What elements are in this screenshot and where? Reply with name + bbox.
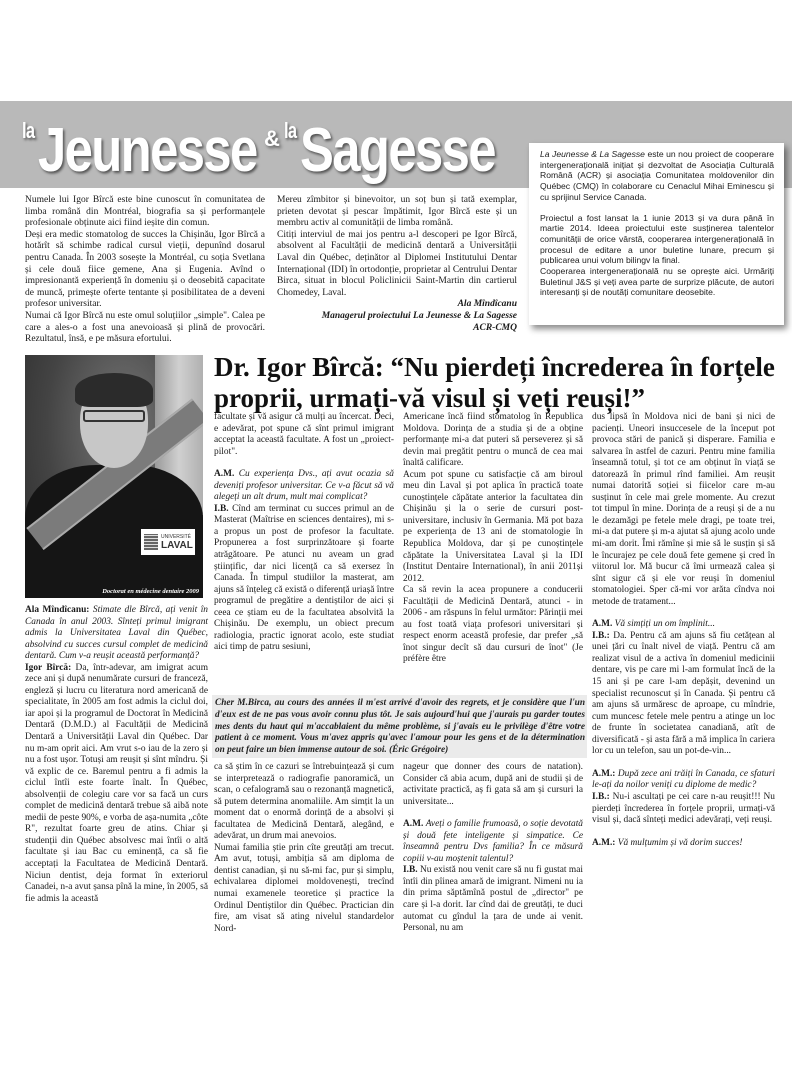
interview-answer: I.B. Cînd am terminat cu succes primul an de Masterat (Maîtrise en sciences dentaires), mi s-a propus un post de profesor la facultate. Propunerea a fost surprinzătoare și foarte atrăgătoare. Pe atunci nu aveam un grad științific, dar nici licență ca să exersez în Canada. În timpul studiilor la masterat, am ajuns să înțeleg că există o diferență uriașă între programul de pregătire a dentiștilor de aici și ceea ce știam eu de la facultatea absolvită la Chișinău. De exemplu, un obiect precum radiologia, practic ignorat acolo, este studiat aici timp de patru sesiuni, [214,503,394,653]
answer-continuation: nageur que donner des cours de natation). Consider că abia acum, după ani de studii și de activitate practică, aș fi gata să am și cursuri la universitate... [403,762,583,807]
signature-org: ACR-CMQ [473,322,517,333]
masthead-logo [22,112,495,185]
masthead-sagesse: Sagesse [300,116,495,185]
intro-paragraph: Citiți interviul de mai jos pentru a-l descoperi pe Igor Bîrcă, absolvent al Facultății de medicină dentară a Universității Laval din Québec, deținător al Diplomei Institutului Dentar Internațional (IDI) în ortodonție, proprietar al Centrului Dentar Birca, situat in blocul Policlinicii Saint-Martin din cartierul Chomedey, Laval. [277,229,517,298]
article-column-2-bottom [214,762,394,935]
masthead-la-1: la [22,118,35,143]
interview-answer: I.B. Nu există nou venit care să nu fi gustat mai întîi din pîinea amară de imigrant. Nimeni nu ia din prima săptămînă postul de „director" pe care și l-a dorit. Iar cînd dai de greutăți, te duci automat cu gîndul la țara de unde ai venit. Personal, nu am [403,865,583,934]
interview-answer: I.B.: Nu-i ascultați pe cei care n-au reușit!!! Nu pierdeți încrederea în forțele proprii, urmați-vă visul și, dacă sînteți medici adevărați, veți reuși. [592,791,775,826]
interview-question: A.M.: După zece ani trăiți în Canada, ce sfaturi le-ați da noilor veniți cu diplome de medic? [592,768,775,791]
info-paragraph-1: La Jeunesse & La Sagesse este un nou proiect de cooperare intergenerațională inițiat și dezvoltat de Asociația Culturală Română (ACR) și asociația Comunitatea moldovenilor din Québec (CMQ) în colaborare cu Cenaclul Mihai Eminescu și cu sprijinul Service Canada. [540,149,774,202]
interview-question: Ala Mîndîcanu: Stimate dle Bîrcă, ați venit în Canada în anul 2003. Sînteți primul imigrant admis la Universitatea Laval din Québec, absolvind cu succes cursul complet de medicină dentară. Cum v-a reușit această performanță? [25,605,208,662]
article-column-3-top [403,412,583,666]
signature-name: Ala Mîndîcanu [457,299,517,310]
article-column-2-top [214,412,394,654]
intro-paragraph: Numele lui Igor Bîrcă este bine cunoscut în comunitatea de limba română din Montréal, biografia sa și performanțele profesionale obținute aici fiind ieșite din comun. [25,195,265,229]
answer-paragraph: Ca să revin la acea propunere a conducerii Facultății de Medicină Dentară, atunci - in 2006 - am răspuns în felul următor: Părinții mei au fost toată viața profesori universitari și respect enorm această profesie, dar prefer „să înot singur decît să dau cursuri de înot" (Je préfère être [403,585,583,665]
masthead-jeunesse: Jeunesse [38,116,257,185]
info-paragraph-3: Cooperarea intergenerațională nu se oprește aici. Urmăriți Buletinul J&S și veți avea parte de surprize plăcute, de autori interesanți și de noutăți comunitare deosebite. [540,266,774,298]
portrait-photo [25,355,203,598]
answer-continuation: dus lipsă în Moldova nici de bani și nici de pacienți. Uneori insuccesele de la început pot provoca stări de panică și disperare. Familia e salvarea în astfel de cazuri. Pentru mine familia înseamnă totul, și tot ce am obținut în viață se datorează în primul rînd familiei. Am reușit numai datorită soției si fiicelor care m-au susținut în cele mai grele momente. Au crezut tot timpul în mine. Dorința de a reuși și de a nu le dezamăgi pe fetele mele dragi, pe toate trei, mi-a dat putere și m-a ajutat să ajung acolo unde mi-am dorit. Îmi rămîne și mie să le susțin și să le încurajez pe cele două fete gemene și cred în viitorul lor. Mă bucur că îmi urmează calea și sînt sigur că și ele vor reuși în domeniul stomatologiei. Sper că-mi vor arăta cîndva noi metode de tratament... [592,412,775,607]
testimonial-quote: Cher M.Birca, au cours des années il m'est arrivé d'avoir des regrets, et je considère que l'un d'eux est de ne pas vous avoir connu plus tôt. Je sais aujourd'hui que j'aurais pu garder toutes mes dents du haut qui m'accablaient du même problème, si j'avais eu le privilège d'être votre patient à ce moment. Vous m'avez appris qu'avec l'amour pour les gens et de la détermination on peut faire un bien immense autour de soi. (Éric Grégoire) [212,695,587,758]
intro-column-left [25,195,265,346]
interview-answer: I.B.: Da. Pentru că am ajuns să fiu cetățean al unei țări cu înalt nivel de viață. Pentru că am realizat visul de a activa în domeniul medicinii dentare, vis pe care mi l-am formulat încă de la 15 ani și pe care l-am depășit, devenind un specialist recunoscut și în Canada. Și pentru că am ajuns să urmăresc de aproape, cu mîndrie, cum muncesc fetele mele pentru a atinge un loc de frunte în societatea canadiană, atît de diversificată - și asta fără a mă implica în cariera lor cu un telefon, sau un pot-de-vin... [592,630,775,757]
answer-paragraph: Acum pot spune cu satisfacție că am biroul meu din Laval și pot aplica în practică toate cunoștințele căpătate anterior la facultatea din Chișinău și la o serie de cursuri post-universitare, inclusiv în Germania. Mă pot baza pe experiența de 13 ani de stomatologie în Republica Moldova, dar și pe cunoștințele căpătate la Universitatea Laval și la IDI (Institut Dentaire International), în anii 2011și 2012. [403,469,583,584]
masthead-ampersand: & [264,126,280,151]
answer-paragraph: Numai familia știe prin cîte greutăți am trecut. Am avut, totuși, ambiția să am diploma de dentist canadian, și nu să-mi fac, pur și simplu, echivalarea diplomei moldovenești, trecînd numai examenele teoretice și practice la Ordinul Dentiștilor din Québec. Practician din fire, am visat să ating nivelul standardelor Nord- [214,842,394,934]
laval-crest-icon [144,534,158,550]
intro-paragraph: Deși era medic stomatolog de succes la Chișinău, Igor Bîrcă a hotărît să schimbe radical cursul vieții, depunînd dosarul pentru Canada. În 2003 sosește la Montréal, cu soția Svetlana și cele două fiice gemene, Ana și Eugenia. Avînd o impresionantă experiență în domeniu și o deosebită capacitate de muncă, primește oferte tentante și posibilitatea de a deveni profesor universitar. [25,229,265,310]
info-project-name: La Jeunesse & La Sagesse [540,149,645,159]
info-paragraph-2: Proiectul a fost lansat la 1 iunie 2013 și va dura până în martie 2014. Ideea proiectului este susținerea talentelor comunității de orice vârstă, cooperarea intergenerațională în procesul de editare a unor buletine lunare, precum și publicarea unui volum bilingv la final. [540,212,774,266]
intro-paragraph: Mereu zîmbitor și binevoitor, un soț bun și tată exemplar, prieten devotat și pescar împătimit, Igor Bîrcă este și un membru activ al comunității de limba română. [277,195,517,229]
article-column-1 [25,605,208,905]
photo-caption: Doctorat en médecine dentaire 2009 [102,588,199,595]
universite-laval-logo: UNIVERSITÉ LAVAL [141,529,195,555]
answer-paragraph: Americane încă fiind stomatolog în Republica Moldova. Dorința de a studia și de a obține performanțe mi-a dat puteri să perseverez și să devin mai pregătit pentru o muncă de cea mai înaltă calificare. [403,412,583,469]
article-headline: Dr. Igor Bîrcă: “Nu pierdeți încrederea în forțele proprii, urmați-vă visul și veți reuși!” [214,352,775,413]
interview-question: A.M. Cu experiența Dvs., ați avut ocazia să deveniți profesor universitar. Ce v-a făcut să vă alegeți un alt drum, mult mai complicat? [214,469,394,503]
intro-paragraph: Numai că Igor Bîrcă nu este omul soluțiilor „simple". Calea pe care a ales-o a fost una anevoioasă și plină de provocări. Rezultatul, însă, e pe măsura efortului. [25,310,265,345]
article-column-3-bottom [403,762,583,935]
intro-column-right [277,195,517,334]
interview-question: A.M. Vă simțiți un om împlinit... [592,619,715,630]
answer-continuation: facultate și vă asigur că mulți au încercat. Deci, e adevărat, pot spune că sînt primul imigrant acceptat la această facultate. A fost un „proiect-pilot". [214,412,394,457]
article-column-4 [592,412,775,849]
answer-paragraph: ca să știm în ce cazuri se întrebuințează și cum se interpretează o radiografie panoramică, un scan, o cefalogramă sau o rezonanță magnetică, să putem determina anomaliile. Am simțit la un moment dat o enormă dorință de a absolvi și facultatea de Medicină Dentară, alegând, e adevărat, un drum mai anevoios. [214,762,394,842]
interview-answer: Igor Bîrcă: Da, într-adevar, am imigrat acum zece ani și după nenumărate cursuri de franceză, engleză și lucru cu literatura nord americană de specialitate, în 2005 am fost admis la ciclul doi, iar apoi și la programul de Doctorat în Medicină Dentară (D.M.D.) al Facultății de Medicină Dentară a Universității Laval din Québec. Dar nu m-am oprit aici. Am vrut s-o iau de la zero și nu a fost ușor. Totuși am reușit și sînt mîndru. Și vă explic de ce. Baremul pentru a fi admis la ciclul întîi este foarte înalt. În Québec, absolvenții de colegiu care vor sa facă un curs complet de medicină dentară trebue să aibă note medii de peste 90%, e vorba de așa-numita „côte R", rezultat foarte greu de atins. Chiar și studenții din Québec absolvesc mai întîi o altă facultate și iau Bac cu eminență, ca să fie acceptați la Facultatea de Medicină Dentară. Niciun dentist, deja format în exteriorul Canadei, n-a avut șansa pînă la mine, în 2005, să fie admis la această [25,662,209,904]
masthead-la-2: la [284,118,297,143]
signature-title: Managerul proiectului La Jeunesse & La Sagesse [321,310,517,321]
interview-closing: A.M.: Vă mulțumim și vă dorim succes! [592,837,743,848]
project-info-box [529,143,784,325]
interview-question: A.M. Aveți o familie frumoasă, o soție devotată și două fete inteligente și simpatice. Ce înseamnă pentru Dvs familia? În ce măsură copiii v-au moștenit talentul? [403,819,583,864]
